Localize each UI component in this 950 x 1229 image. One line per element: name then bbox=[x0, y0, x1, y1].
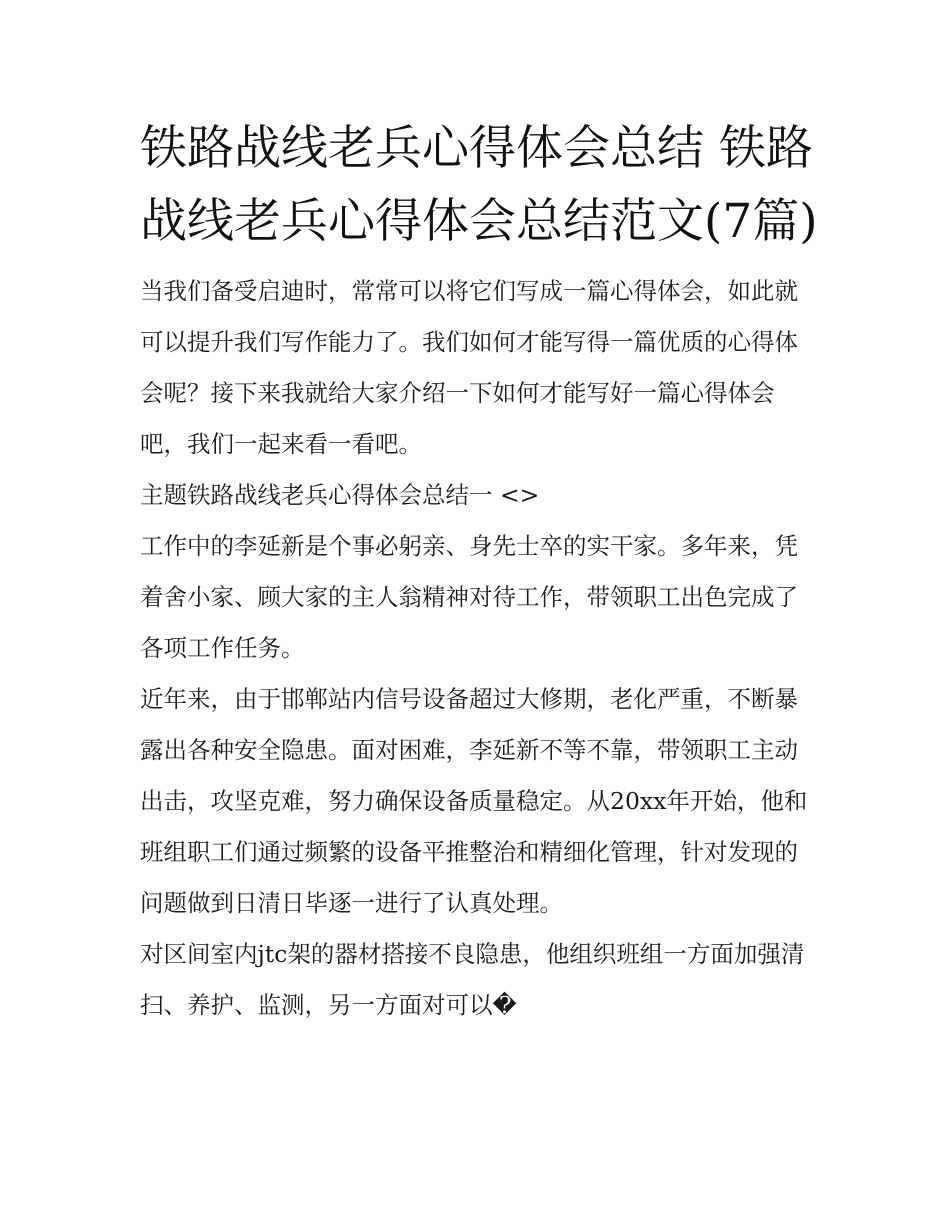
body-paragraph: 近年来，由于邯郸站内信号设备超过大修期，老化严重，不断暴露出各种安全隐患。面对困难，李延新不等不靠，带领职工主动出击，攻坚克难，努力确保设备质量稳定。从20xx年开始，他和班组职工们通过频繁的设备平推整治和精细化管理，针对发现的问题做到日清日毕逐一进行了认真处理。 bbox=[140, 685, 808, 917]
body-paragraph: 工作中的李延新是个事必躬亲、身先士卒的实干家。多年来，凭着舍小家、顾大家的主人翁精神对待工作，带领职工出色完成了各项工作任务。 bbox=[140, 532, 798, 662]
body-paragraph: 对区间室内jtc架的器材搭接不良隐患，他组织班组一方面加强清扫、养护、监测，另一方面对可以� bbox=[140, 940, 805, 1019]
section-heading: 主题铁路战线老兵心得体会总结一 <> bbox=[140, 481, 540, 509]
intro-paragraph: 当我们备受启迪时，常常可以将它们写成一篇心得体会，如此就可以提升我们写作能力了。我们如何才能写得一篇优质的心得体会呢？接下来我就给大家介绍一下如何才能写好一篇心得体会吧，我们一起来看一看吧。 bbox=[140, 277, 798, 458]
document-page bbox=[140, 112, 820, 1031]
document-title: 铁路战线老兵心得体会总结 铁路战线老兵心得体会总结范文(7篇) bbox=[140, 121, 818, 249]
